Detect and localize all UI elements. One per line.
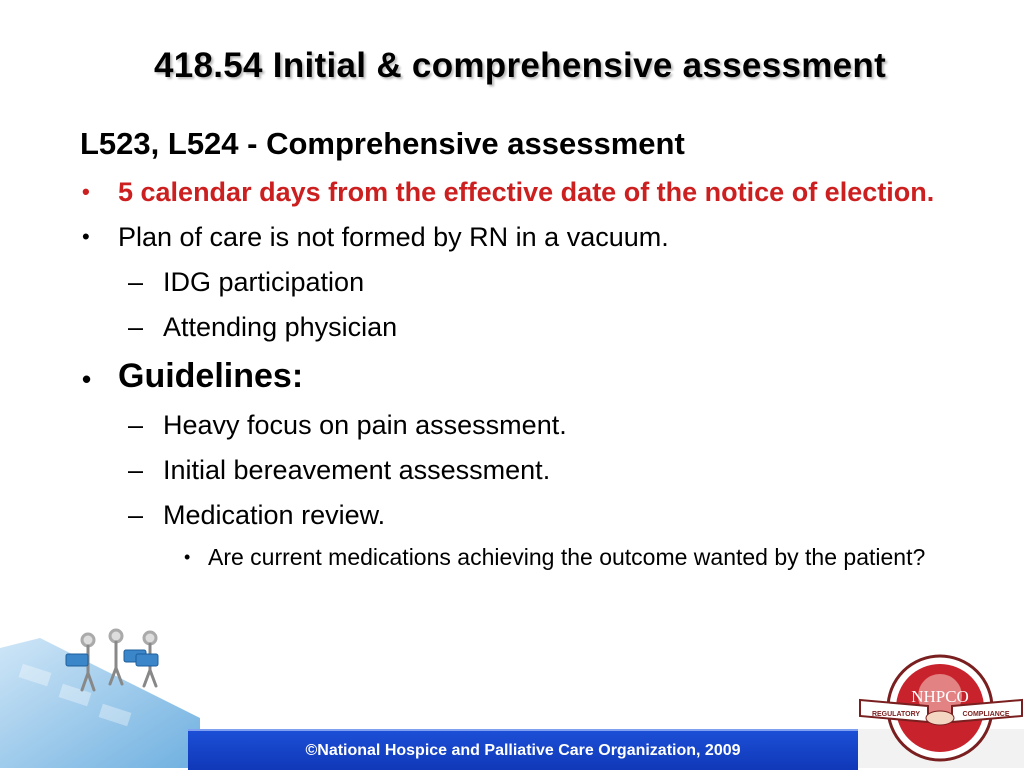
dash-icon: – [128, 267, 144, 297]
handshake-icon [926, 711, 954, 725]
bullet-item [80, 219, 980, 255]
sub-sub-bullet-item [80, 542, 980, 573]
slide-body [80, 126, 980, 573]
bullet-icon: • [82, 364, 92, 394]
sub-bullet-text: IDG participation [163, 267, 365, 297]
bullet-item [80, 174, 980, 210]
bullet-icon: • [82, 224, 90, 249]
puzzle-figures-illustration [0, 628, 200, 768]
sub-bullet-text: Heavy focus on pain assessment. [163, 410, 567, 440]
bullet-text: Plan of care is not formed by RN in a vacuum. [118, 222, 669, 252]
bullet-icon: • [184, 547, 191, 567]
bullet-item [80, 354, 980, 398]
footer-bar [188, 729, 858, 770]
sub-bullet-item [80, 309, 980, 345]
sub-bullet-text: Initial bereavement assessment. [163, 455, 551, 485]
sub-bullet-item [80, 497, 980, 533]
slide-title: 418.54 Initial & comprehensive assessment [153, 46, 887, 85]
nhpco-logo [858, 652, 1024, 764]
sub-bullet-text: Medication review. [163, 500, 386, 530]
dash-icon: – [128, 500, 144, 530]
section-heading: L523, L524 - Comprehensive assessment [80, 126, 685, 161]
bullet-icon: • [82, 179, 90, 204]
dash-icon: – [128, 410, 144, 440]
logo-left-ribbon: REGULATORY [871, 711, 921, 718]
bullet-text: Guidelines: [118, 357, 304, 395]
dash-icon: – [128, 312, 144, 342]
sub-bullet-item [80, 407, 980, 443]
copyright-text: ©National Hospice and Palliative Care Organization, 2009 [305, 741, 741, 759]
sub-bullet-item [80, 452, 980, 488]
bullet-text: 5 calendar days from the effective date of the notice of election. [118, 177, 935, 207]
sub-bullet-item [80, 264, 980, 300]
sub-sub-bullet-text: Are current medications achieving the outcome wanted by the patient? [208, 544, 926, 570]
logo-name: NHPCO [911, 687, 969, 706]
dash-icon: – [128, 455, 144, 485]
logo-right-ribbon: COMPLIANCE [962, 711, 1010, 718]
sub-bullet-text: Attending physician [163, 312, 398, 342]
